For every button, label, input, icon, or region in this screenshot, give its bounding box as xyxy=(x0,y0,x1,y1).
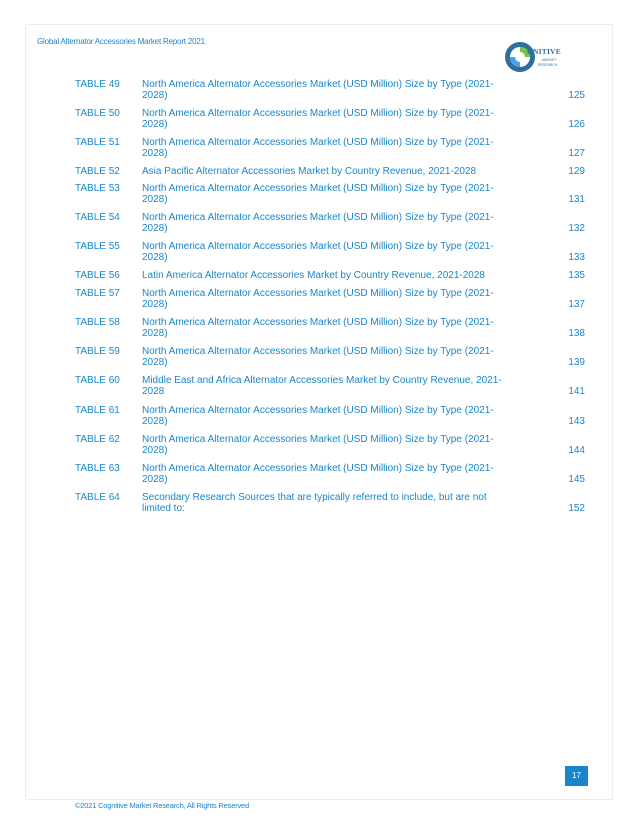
toc-table-number: TABLE 60 xyxy=(75,375,120,386)
toc-table-number: TABLE 61 xyxy=(75,405,120,416)
toc-table-number: TABLE 62 xyxy=(75,434,120,445)
report-title: Global Alternator Accessories Market Report 2021 xyxy=(37,37,205,46)
toc-table-title: North America Alternator Accessories Market (USD Million) Size by Type (2021-2028) xyxy=(142,434,494,456)
toc-table-title: North America Alternator Accessories Market (USD Million) Size by Type (2021-2028) xyxy=(142,183,494,205)
toc-table-number: TABLE 53 xyxy=(75,183,120,194)
toc-page-number: 135 xyxy=(568,270,585,281)
page-number-badge: 17 xyxy=(565,766,588,786)
toc-page-number: 125 xyxy=(568,90,585,101)
logo-subtext-research: RESEARCH xyxy=(538,63,558,67)
logo-subtext-market: MARKET xyxy=(542,58,557,62)
toc-page-number: 132 xyxy=(568,223,585,234)
toc-table-title: North America Alternator Accessories Market (USD Million) Size by Type (2021-2028) xyxy=(142,288,494,310)
toc-table-title: North America Alternator Accessories Market (USD Million) Size by Type (2021-2028) xyxy=(142,463,494,485)
toc-table-title: Latin America Alternator Accessories Market by Country Revenue, 2021-2028 xyxy=(142,270,485,281)
toc-page-number: 139 xyxy=(568,357,585,368)
toc-page-number: 133 xyxy=(568,252,585,263)
toc-table-number: TABLE 54 xyxy=(75,212,120,223)
toc-table-number: TABLE 50 xyxy=(75,108,120,119)
toc-table-title: Asia Pacific Alternator Accessories Market by Country Revenue, 2021-2028 xyxy=(142,166,477,177)
logo-text: GNITIVE xyxy=(527,47,561,56)
toc-table-number: TABLE 58 xyxy=(75,317,120,328)
toc-table-number: TABLE 57 xyxy=(75,288,120,299)
toc-table-number: TABLE 64 xyxy=(75,492,120,503)
toc-table-title: North America Alternator Accessories Market (USD Million) Size by Type (2021-2028) xyxy=(142,108,494,130)
footer-copyright: ©2021 Cognitive Market Research, All Rights Reserved xyxy=(75,801,249,810)
toc-table-number: TABLE 56 xyxy=(75,270,120,281)
toc-table-title: Middle East and Africa Alternator Accessories Market by Country Revenue, 2021-2028 xyxy=(142,375,502,397)
toc-page-number: 141 xyxy=(568,386,585,397)
toc-table-number: TABLE 59 xyxy=(75,346,120,357)
toc-page-number: 143 xyxy=(568,416,585,427)
toc-page-number: 129 xyxy=(568,166,585,177)
toc-page-number: 145 xyxy=(568,474,585,485)
toc-page-number: 144 xyxy=(568,445,585,456)
toc-page-number: 152 xyxy=(568,503,585,514)
toc-table-number: TABLE 52 xyxy=(75,166,120,177)
toc-page-number: 137 xyxy=(568,299,585,310)
toc-table-number: TABLE 55 xyxy=(75,241,120,252)
toc-table-title: North America Alternator Accessories Market (USD Million) Size by Type (2021-2028) xyxy=(142,212,494,234)
toc-table-number: TABLE 63 xyxy=(75,463,120,474)
toc-table-number: TABLE 51 xyxy=(75,137,120,148)
toc-table-title: North America Alternator Accessories Market (USD Million) Size by Type (2021-2028) xyxy=(142,405,494,427)
toc-table-number: TABLE 49 xyxy=(75,79,120,90)
toc-page-number: 126 xyxy=(568,119,585,130)
toc-table-title: North America Alternator Accessories Market (USD Million) Size by Type (2021-2028) xyxy=(142,137,494,159)
toc-page-number: 138 xyxy=(568,328,585,339)
toc-page-number: 131 xyxy=(568,194,585,205)
toc-table-title: North America Alternator Accessories Market (USD Million) Size by Type (2021-2028) xyxy=(142,241,494,263)
toc-table-title: North America Alternator Accessories Market (USD Million) Size by Type (2021-2028) xyxy=(142,79,494,101)
toc-page-number: 127 xyxy=(568,148,585,159)
toc-table-title: Secondary Research Sources that are typically referred to include, but are not limited to: xyxy=(142,492,487,514)
toc-table-title: North America Alternator Accessories Market (USD Million) Size by Type (2021-2028) xyxy=(142,317,494,339)
toc-table-title: North America Alternator Accessories Market (USD Million) Size by Type (2021-2028) xyxy=(142,346,494,368)
logo-icon xyxy=(504,37,564,77)
